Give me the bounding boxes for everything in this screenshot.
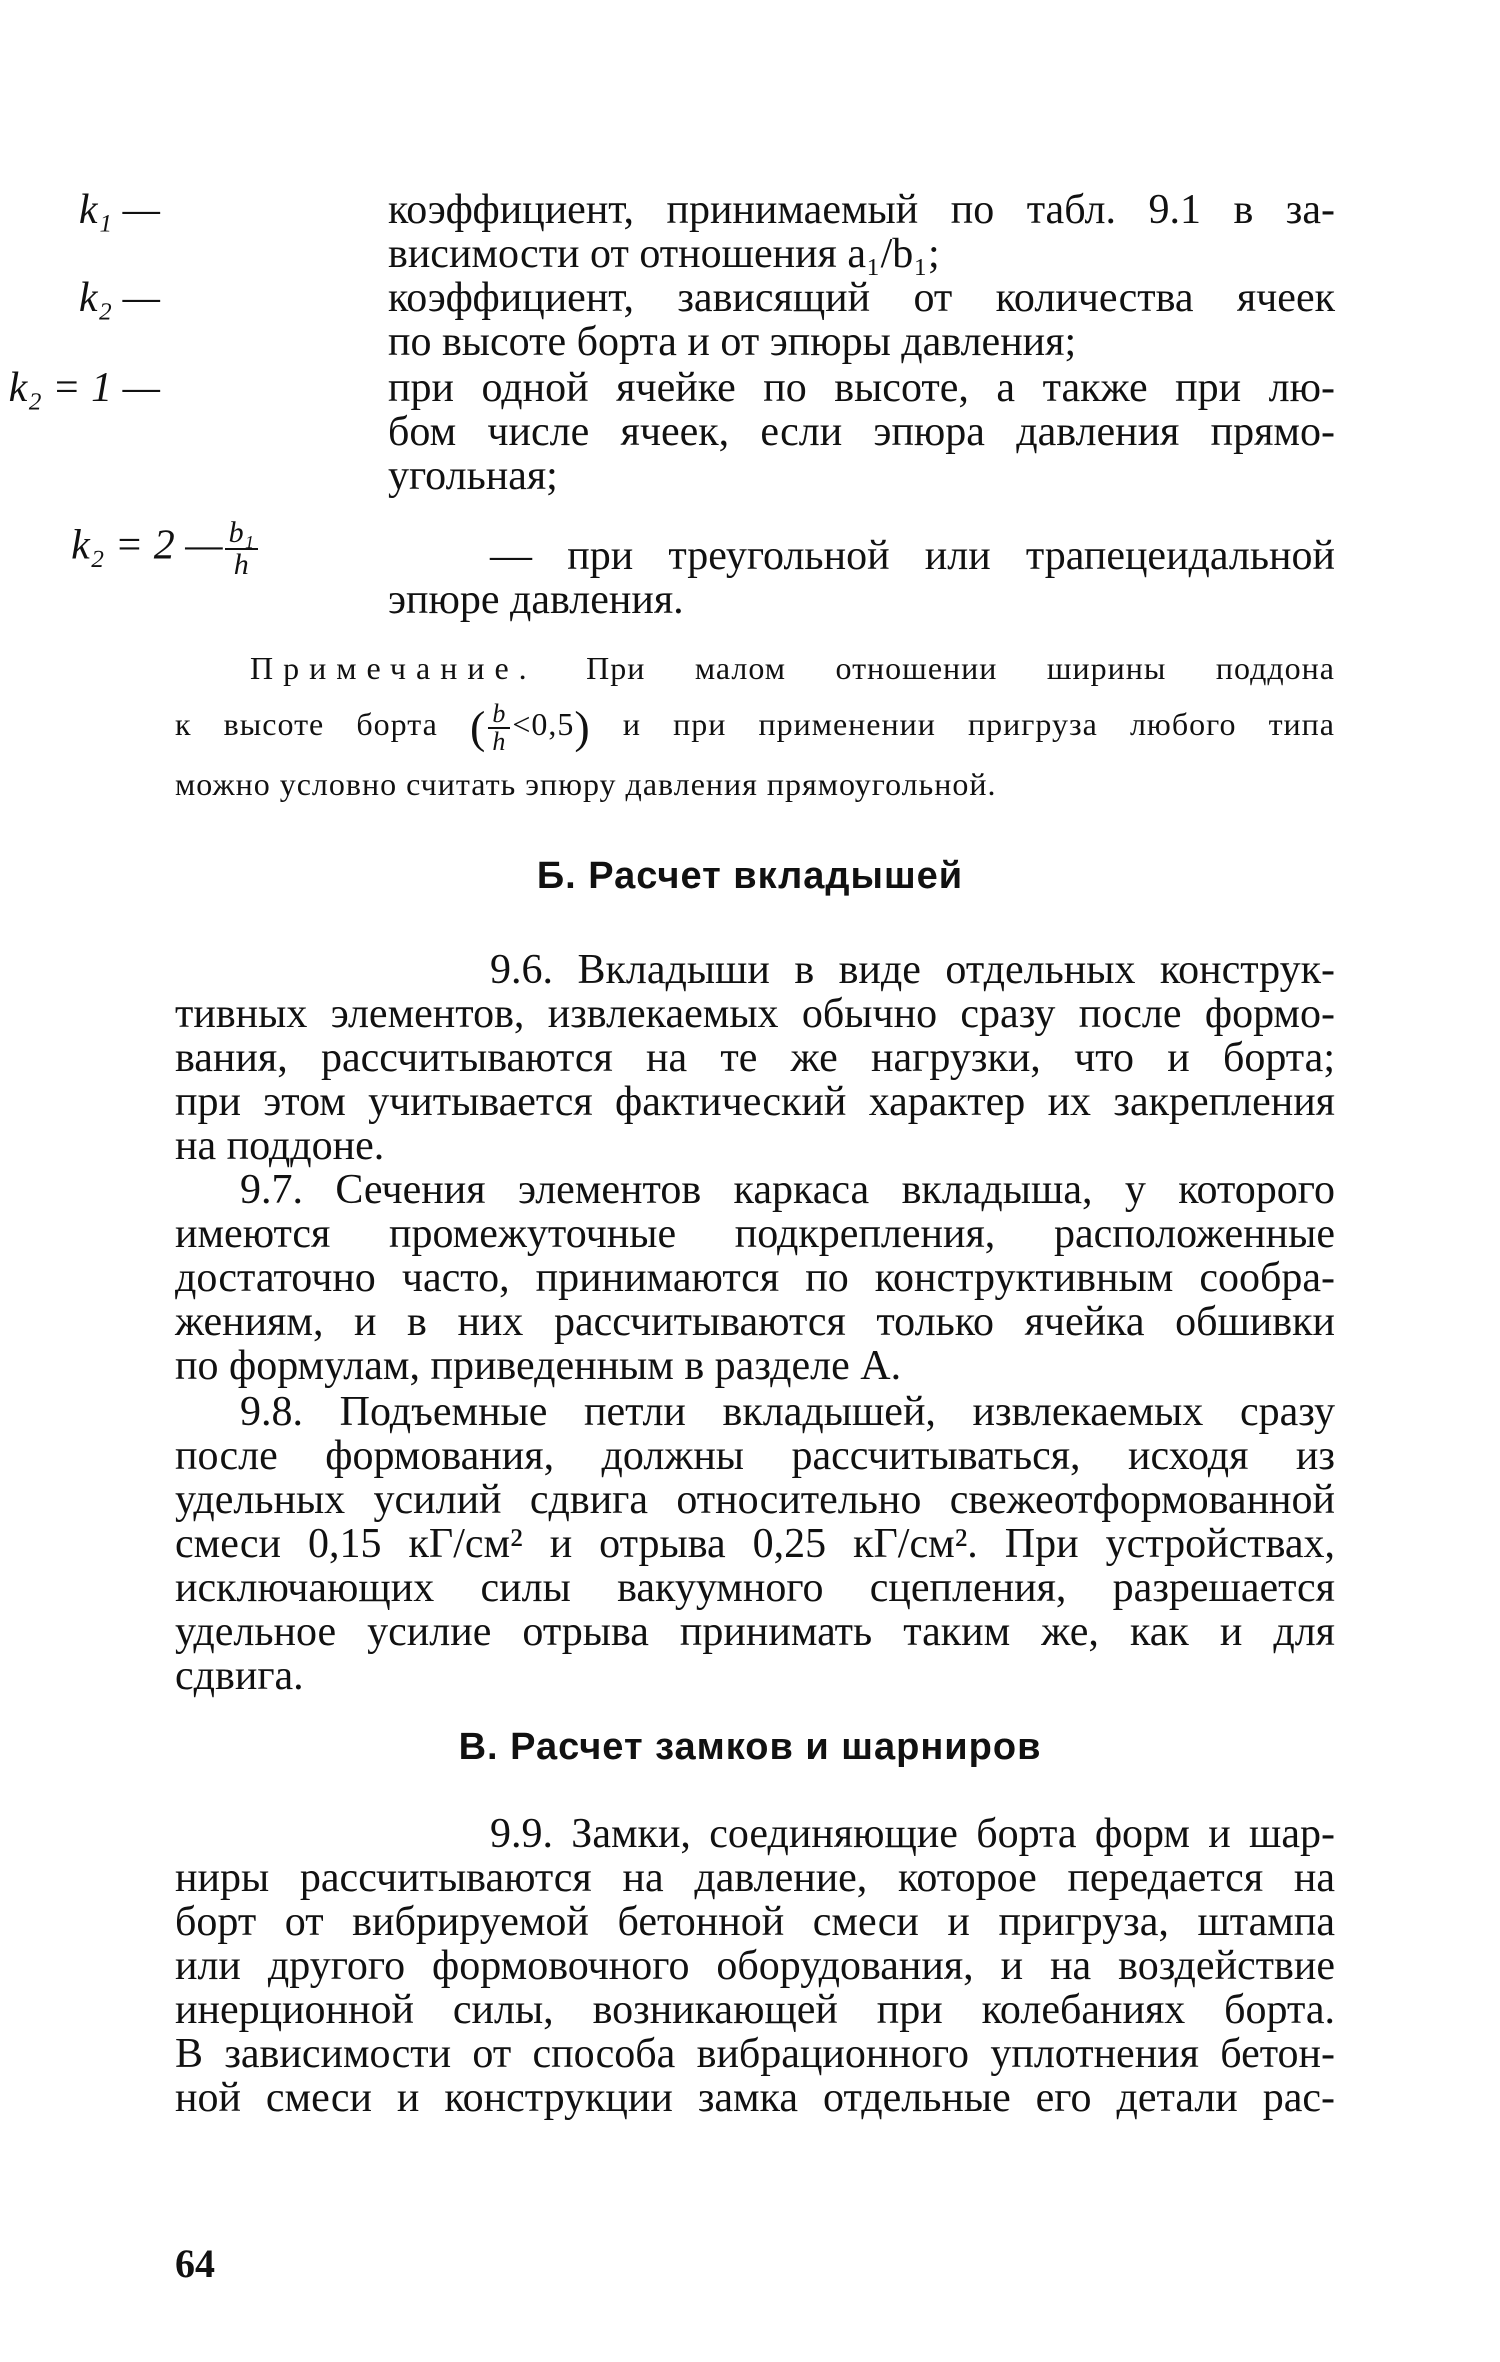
fraction-numerator: b₁ — [225, 518, 258, 550]
definition-symbol — [71, 518, 260, 580]
text-line: вания, рассчитываются на те же нагрузки, что и борта; — [175, 1035, 1335, 1081]
definition-text — [388, 188, 1335, 276]
text-line: по высоте борта и от эпюры давления; — [388, 319, 1077, 365]
definition-text — [388, 366, 1335, 498]
paragraph-9-8 — [175, 1390, 1335, 1698]
note-text: к высоте борта — [175, 706, 438, 742]
text-line: по формулам, приведенным в разделе А. — [175, 1343, 902, 1389]
definition-symbol: k₂ — — [78, 275, 160, 321]
text-line: жениям, и в них рассчитываются только ячейка обшивки — [175, 1299, 1335, 1345]
text-line: ниры рассчитываются на давление, которое передается на — [175, 1855, 1335, 1901]
page-number: 64 — [175, 2241, 215, 2286]
paragraph-9-9 — [175, 1812, 1335, 2120]
note-label: Примечание. — [250, 650, 537, 686]
text-line: имеются промежуточные подкрепления, расположенные — [175, 1211, 1335, 1257]
note-line — [175, 640, 1335, 696]
section-heading: Б. Расчет вкладышей — [536, 855, 964, 897]
text-line: борт от вибрируемой бетонной смеси и пригруза, штампа — [175, 1899, 1335, 1945]
text-line: сдвига. — [175, 1653, 304, 1699]
text-line: — при треугольной или трапецеидальной — [490, 533, 1335, 579]
text-line: на поддоне. — [175, 1123, 385, 1169]
definition-k1 — [78, 187, 1335, 277]
text-line: инерционной силы, возникающей при колебаниях борта. — [175, 1987, 1335, 2033]
fraction — [225, 518, 258, 580]
note-line: к высоте борта ( $\frac{b}{h}$ <0,5) и при применении пригруза любого типа — [175, 698, 1336, 756]
note-inequality: <0,5 — [512, 706, 575, 742]
definition-text — [388, 276, 1335, 364]
text-line: смеси 0,15 кГ/см² и отрыва 0,25 кГ/см². При устройствах, — [175, 1521, 1335, 1567]
text-line: исключающих силы вакуумного сцепления, разрешается — [175, 1565, 1335, 1611]
note-text: При малом отношении ширины поддона — [586, 650, 1336, 686]
definition-k2-two — [71, 512, 1335, 623]
fraction-denominator: h — [233, 548, 249, 581]
section-heading: В. Расчет замков и шарниров — [458, 1726, 1042, 1768]
text-line: при этом учитывается фактический характер их закрепления — [175, 1079, 1335, 1125]
fraction-numerator: b — [488, 701, 510, 729]
paragraph-9-7 — [175, 1168, 1335, 1388]
definition-text-continued — [388, 578, 1335, 622]
text-line: достаточно часто, принимаются по конструктивным сообра- — [175, 1255, 1335, 1301]
text-line: удельное усилие отрыва принимать таким же, как и для — [175, 1609, 1335, 1655]
text-line: бом числе ячеек, если эпюра давления прямо- — [388, 409, 1335, 455]
text-line: после формования, должны рассчитываться, исходя из — [175, 1433, 1335, 1479]
note-line: можно условно считать эпюру давления прямоугольной. — [175, 765, 997, 802]
text-line: удельных усилий сдвига относительно свежеотформованной — [175, 1477, 1335, 1523]
fraction-denominator: h — [492, 726, 507, 756]
formula-prefix: k₂ = 2 — — [71, 522, 223, 569]
text-line: В зависимости от способа вибрационного уплотнения бетон- — [175, 2031, 1335, 2077]
text-line: 9.6. Вкладыши в виде отдельных конструк- — [490, 947, 1335, 993]
note — [175, 640, 1335, 812]
definition-k2 — [78, 275, 1335, 365]
text-line: или другого формовочного оборудования, и на воздействие — [175, 1943, 1335, 1989]
text-line: висимости от отношения a₁/b₁; — [388, 231, 940, 277]
definition-text — [490, 534, 1335, 578]
definition-symbol: k₂ = 1 — — [8, 365, 160, 411]
text-line: угольная; — [388, 453, 558, 499]
text-line: при одной ячейке по высоте, а также при лю- — [388, 365, 1335, 411]
definition-k2-one — [8, 365, 1335, 499]
text-line: эпюре давления. — [388, 577, 684, 623]
paragraph-9-6 — [175, 948, 1335, 1168]
note-text: и при применении пригруза любого типа — [622, 706, 1336, 742]
text-line: тивных элементов, извлекаемых обычно сразу после формо- — [175, 991, 1335, 1037]
fraction — [488, 698, 510, 756]
text-line: коэффициент, зависящий от количества ячеек — [388, 275, 1335, 321]
text-line: 9.7. Сечения элементов каркаса вкладыша, у которого — [240, 1167, 1335, 1213]
text-line: 9.8. Подъемные петли вкладышей, извлекаемых сразу — [240, 1389, 1335, 1435]
text-line: 9.9. Замки, соединяющие борта форм и шар- — [490, 1811, 1335, 1857]
definition-symbol: k₁ — — [78, 187, 160, 233]
text-line: коэффициент, принимаемый по табл. 9.1 в за- — [388, 187, 1335, 233]
text-line: ной смеси и конструкции замка отдельные его детали рас- — [175, 2075, 1335, 2121]
